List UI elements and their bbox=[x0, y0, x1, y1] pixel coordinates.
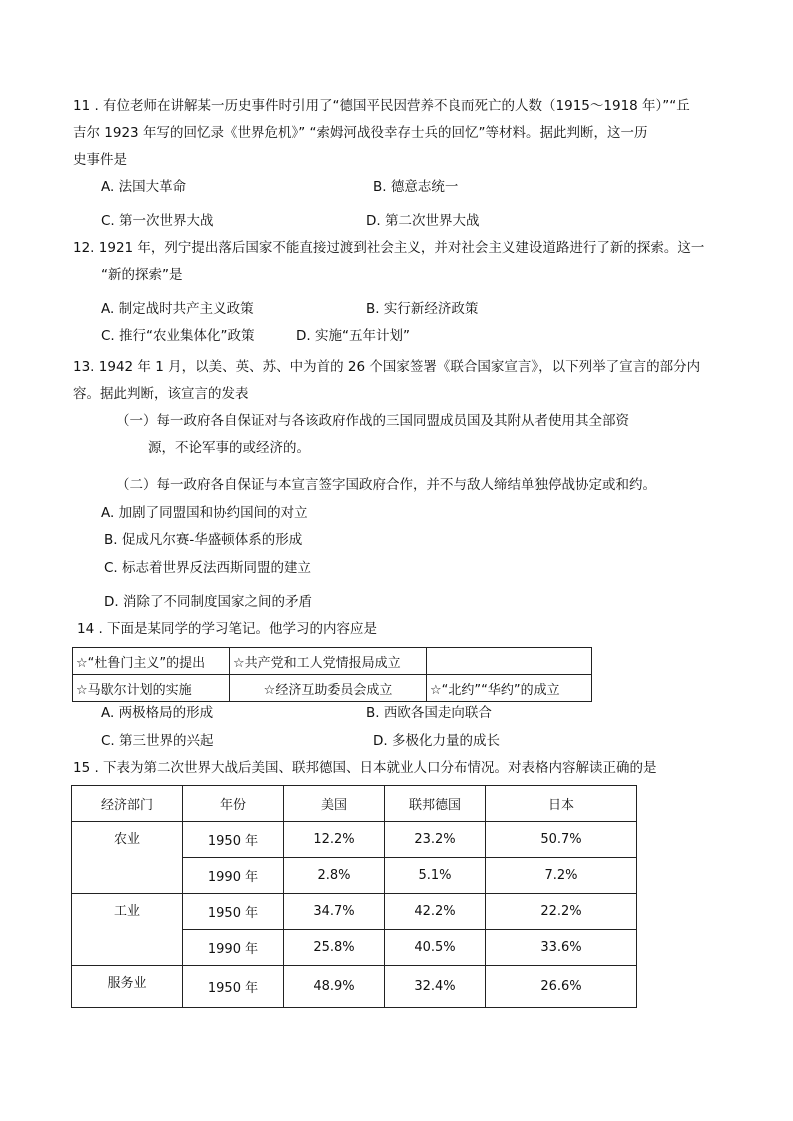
q13-option-c: C. 标志着世界反法西斯同盟的建立 bbox=[104, 560, 312, 576]
q14-option-d: D. 多极化力量的成长 bbox=[373, 733, 500, 749]
table-row bbox=[72, 894, 637, 930]
value-cell: 5.1% bbox=[385, 858, 486, 894]
q14-option-c: C. 第三世界的兴起 bbox=[101, 733, 214, 749]
q11-option-c: C. 第一次世界大战 bbox=[101, 213, 214, 229]
value-cell: 2.8% bbox=[284, 858, 385, 894]
year-cell: 1950 年 bbox=[183, 966, 284, 1008]
sector-cell: 工业 bbox=[72, 894, 183, 966]
q11-stem-line1: 11 . 有位老师在讲解某一历史事件时引用了“德国平民因营养不良而死亡的人数（1915～1918 年）”“丘 bbox=[73, 98, 690, 114]
employment-table bbox=[71, 785, 637, 1008]
q12-option-c: C. 推行“农业集体化”政策 bbox=[101, 328, 255, 344]
year-cell: 1990 年 bbox=[183, 930, 284, 966]
q14-option-b: B. 西欧各国走向联合 bbox=[366, 705, 492, 721]
sector-cell: 服务业 bbox=[72, 966, 183, 1008]
q12-option-b: B. 实行新经济政策 bbox=[366, 301, 479, 317]
q13-quote1-line2: 源，不论军事的或经济的。 bbox=[148, 440, 310, 456]
value-cell: 33.6% bbox=[486, 930, 637, 966]
notes-cell: ☆经济互助委员会成立 bbox=[230, 675, 427, 702]
notes-cell: ☆马歇尔计划的实施 bbox=[73, 675, 230, 702]
q11-stem-line3: 史事件是 bbox=[73, 152, 127, 168]
q12-stem-line2: “新的探索”是 bbox=[101, 267, 183, 283]
notes-cell: ☆“杜鲁门主义”的提出 bbox=[73, 648, 230, 675]
header-cell: 日本 bbox=[486, 786, 637, 822]
notes-cell: ☆共产党和工人党情报局成立 bbox=[230, 648, 427, 675]
value-cell: 7.2% bbox=[486, 858, 637, 894]
q11-option-b: B. 德意志统一 bbox=[373, 179, 459, 195]
value-cell: 42.2% bbox=[385, 894, 486, 930]
value-cell: 48.9% bbox=[284, 966, 385, 1008]
year-cell: 1990 年 bbox=[183, 858, 284, 894]
notes-row bbox=[73, 675, 592, 702]
q13-stem-line1: 13. 1942 年 1 月，以美、英、苏、中为首的 26 个国家签署《联合国家宣言》，以下列举了宣言的部分内 bbox=[73, 359, 701, 375]
year-cell: 1950 年 bbox=[183, 894, 284, 930]
value-cell: 34.7% bbox=[284, 894, 385, 930]
value-cell: 32.4% bbox=[385, 966, 486, 1008]
q13-stem-line2: 容。据此判断，该宣言的发表 bbox=[73, 386, 249, 402]
q11-option-d: D. 第二次世界大战 bbox=[366, 213, 480, 229]
q14-option-a: A. 两极格局的形成 bbox=[101, 705, 214, 721]
header-cell: 美国 bbox=[284, 786, 385, 822]
value-cell: 23.2% bbox=[385, 822, 486, 858]
table-header-row bbox=[72, 786, 637, 822]
value-cell: 26.6% bbox=[486, 966, 637, 1008]
q13-quote1-line1: （一）每一政府各自保证对与各该政府作战的三国同盟成员国及其附从者使用其全部资 bbox=[116, 413, 629, 429]
q13-option-a: A. 加剧了同盟国和协约国间的对立 bbox=[101, 505, 308, 521]
q12-option-d: D. 实施“五年计划” bbox=[296, 328, 410, 344]
q13-quote2: （二）每一政府各自保证与本宣言签字国政府合作，并不与敌人缔结单独停战协定或和约。 bbox=[116, 477, 656, 493]
q13-option-d: D. 消除了不同制度国家之间的矛盾 bbox=[104, 594, 312, 610]
notes-cell bbox=[427, 648, 592, 675]
q11-option-a: A. 法国大革命 bbox=[101, 179, 187, 195]
sector-cell: 农业 bbox=[72, 822, 183, 894]
table-row bbox=[72, 966, 637, 1008]
study-notes-table bbox=[72, 647, 592, 702]
value-cell: 50.7% bbox=[486, 822, 637, 858]
notes-cell: ☆“北约”“华约”的成立 bbox=[427, 675, 592, 702]
year-cell: 1950 年 bbox=[183, 822, 284, 858]
q12-option-a: A. 制定战时共产主义政策 bbox=[101, 301, 254, 317]
q14-stem: 14 . 下面是某同学的学习笔记。他学习的内容应是 bbox=[77, 621, 378, 637]
header-cell: 联邦德国 bbox=[385, 786, 486, 822]
value-cell: 40.5% bbox=[385, 930, 486, 966]
header-cell: 经济部门 bbox=[72, 786, 183, 822]
notes-row bbox=[73, 648, 592, 675]
value-cell: 25.8% bbox=[284, 930, 385, 966]
q12-stem-line1: 12. 1921 年，列宁提出落后国家不能直接过渡到社会主义，并对社会主义建设道路进行了新的探索。这一 bbox=[73, 240, 705, 256]
q13-option-b: B. 促成凡尔赛-华盛顿体系的形成 bbox=[104, 532, 303, 548]
value-cell: 12.2% bbox=[284, 822, 385, 858]
value-cell: 22.2% bbox=[486, 894, 637, 930]
header-cell: 年份 bbox=[183, 786, 284, 822]
table-row bbox=[72, 822, 637, 858]
q15-stem: 15 . 下表为第二次世界大战后美国、联邦德国、日本就业人口分布情况。对表格内容解读正确的是 bbox=[73, 760, 657, 776]
q11-stem-line2: 吉尔 1923 年写的回忆录《世界危机》” “索姆河战役幸存士兵的回忆”等材料。据此判断，这一历 bbox=[73, 125, 648, 141]
